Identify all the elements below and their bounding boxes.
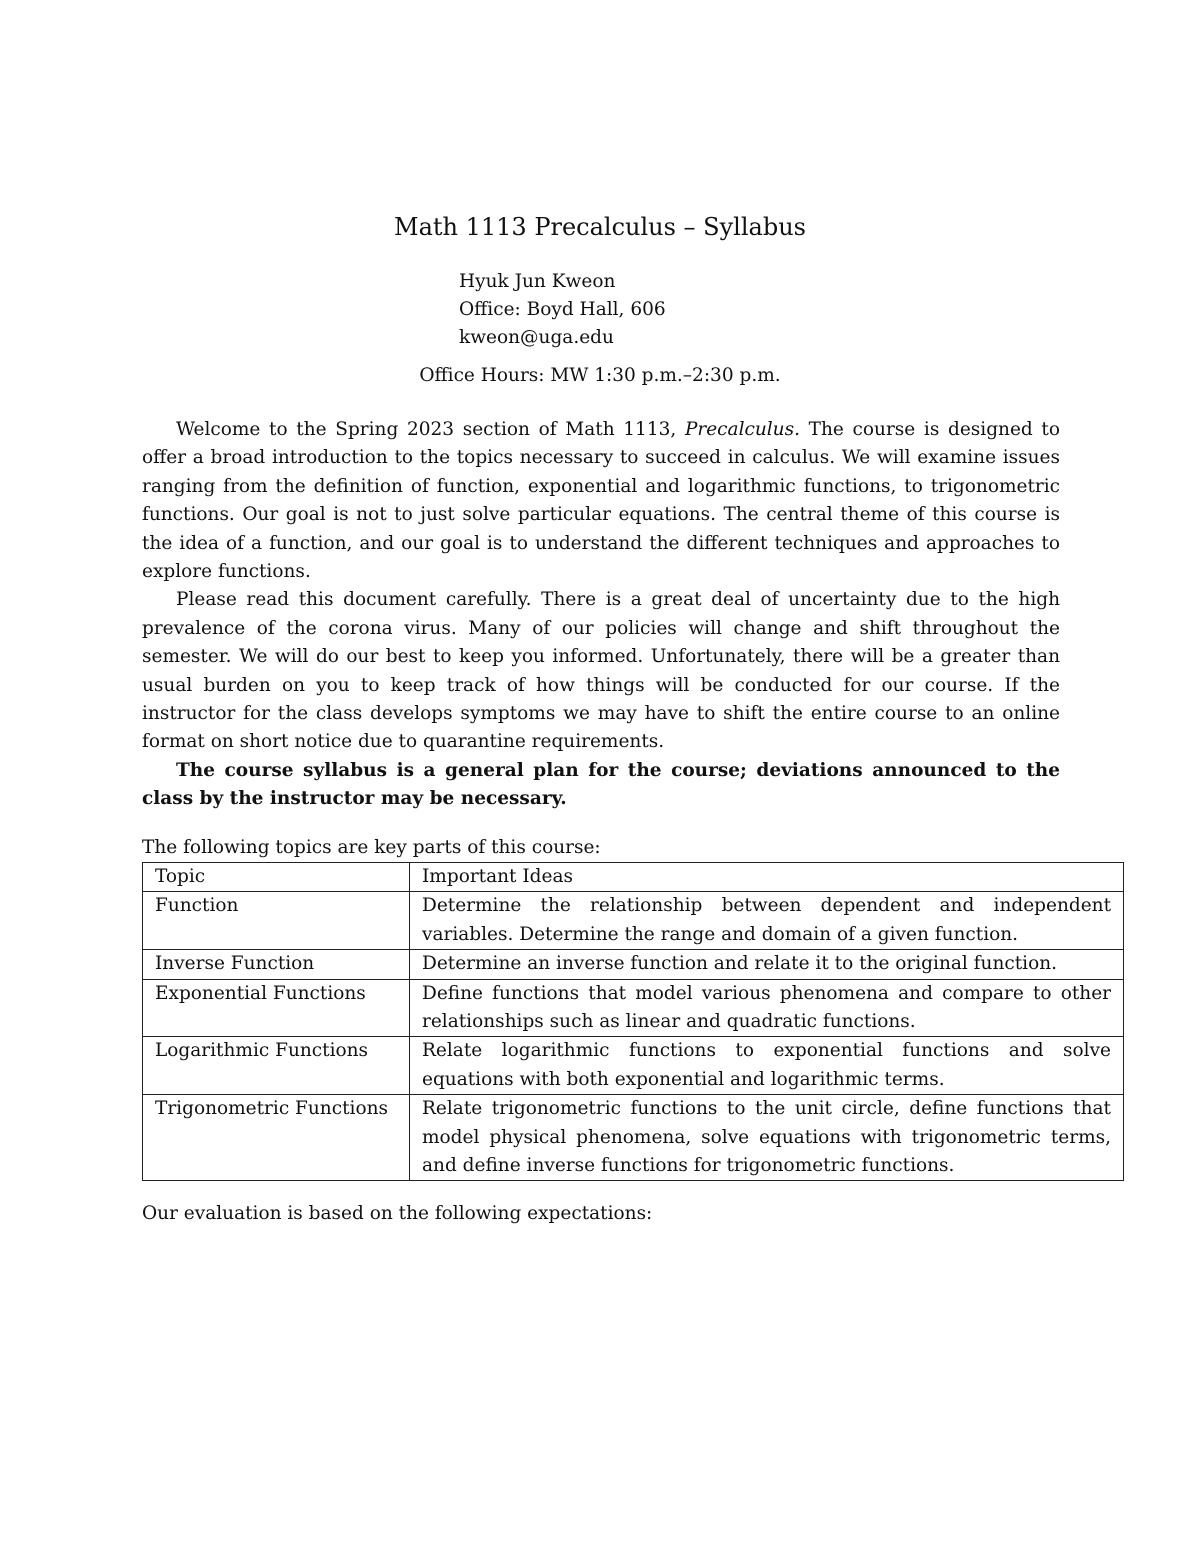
table-row <box>143 950 1124 979</box>
topic-name: Exponential Functions <box>143 979 410 1037</box>
welcome-text-start: Welcome to the Spring 2023 section of Math 1113, <box>176 419 685 440</box>
table-row <box>143 1037 1124 1095</box>
table-row <box>143 892 1124 950</box>
instructor-info <box>459 268 666 352</box>
topic-name: Inverse Function <box>143 950 410 979</box>
topic-ideas: Define functions that model various phenomena and compare to other relationships such as linear and quadratic functions. <box>410 979 1124 1037</box>
document-title: Math 1113 Precalculus – Syllabus <box>394 213 806 241</box>
read-carefully-paragraph: Please read this document carefully. There is a great deal of uncertainty due to the high prevalence of the corona virus. Many of our policies will change and shift throughout the semester. We will do our best to keep you informed. Unfortunately, there will be a greater than usual burden on you to keep track of how things will be conducted for our course. If the instructor for the class develops symptoms we may have to shift the entire course to an online format on short notice due to quarantine requirements. <box>142 589 1060 753</box>
topic-ideas: Relate trigonometric functions to the unit circle, define functions that model physical phenomena, solve equations with trigonometric terms, and define inverse functions for trigonometric functions. <box>410 1095 1124 1181</box>
evaluation-intro: Our evaluation is based on the following expectations: <box>142 1203 653 1224</box>
topic-name: Function <box>143 892 410 950</box>
header-topic: Topic <box>143 863 410 892</box>
topics-table <box>142 862 1124 1181</box>
topic-ideas: Relate logarithmic functions to exponential functions and solve equations with both exponential and logarithmic terms. <box>410 1037 1124 1095</box>
welcome-text-rest: The course is designed to offer a broad introduction to the topics necessary to succeed in calculus. We will examine issues ranging from the definition of function, exponential and logarithmic functions, to trigonometric functions. Our goal is not to just solve particular equations. The central theme of this course is the idea of a function, and our goal is to understand the different techniques and approaches to explore functions. <box>142 419 1060 583</box>
topic-ideas: Determine the relationship between dependent and independent variables. Determine the range and domain of a given function. <box>410 892 1124 950</box>
instructor-office: Office: Boyd Hall, 606 <box>459 299 666 320</box>
table-header-row <box>143 863 1124 892</box>
topic-name: Logarithmic Functions <box>143 1037 410 1095</box>
table-row <box>143 979 1124 1037</box>
topic-name: Trigonometric Functions <box>143 1095 410 1181</box>
instructor-email: kweon@uga.edu <box>459 327 614 348</box>
course-name: Precalculus. <box>684 419 800 440</box>
office-hours: Office Hours: MW 1:30 p.m.–2:30 p.m. <box>419 365 781 386</box>
intro-section <box>142 416 1060 814</box>
topics-intro: The following topics are key parts of this course: <box>142 837 601 858</box>
syllabus-disclaimer: The course syllabus is a general plan for the course; deviations announced to the class by the instructor may be necessary. <box>142 759 1060 810</box>
topic-ideas: Determine an inverse function and relate it to the original function. <box>410 950 1124 979</box>
welcome-paragraph <box>142 416 1060 586</box>
header-important-ideas: Important Ideas <box>410 863 1124 892</box>
table-row <box>143 1095 1124 1181</box>
instructor-name: Hyuk Jun Kweon <box>459 271 616 292</box>
